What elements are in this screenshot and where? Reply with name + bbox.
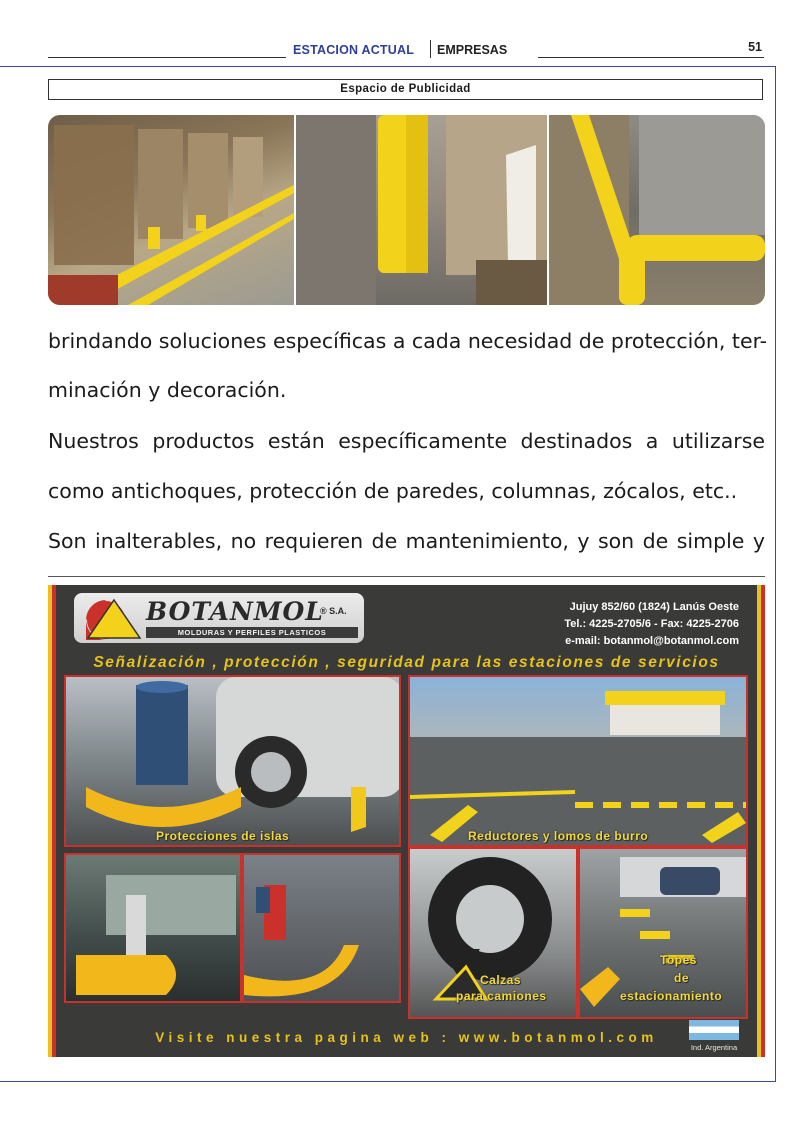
brand-tagline: MOLDURAS Y PERFILES PLASTICOS xyxy=(146,627,358,638)
contact-info xyxy=(564,599,739,650)
photo-corner-guard xyxy=(549,115,765,305)
label-truck-wedges-2: para camiones xyxy=(456,989,547,1003)
panel-island-curb xyxy=(242,853,401,1003)
brand-name: BOTANMOL xyxy=(146,597,324,626)
label-speed-reducers: Reductores y lomos de burro xyxy=(468,829,649,843)
paragraph-line: Nuestros productos están específicamente destinados a utilizarse xyxy=(48,429,765,453)
label-parking-stops-3: estacionamiento xyxy=(620,989,723,1003)
flag-icon xyxy=(689,1020,739,1040)
panel-speed-reducers xyxy=(408,675,748,847)
panel-truck-wedges xyxy=(408,847,578,1019)
subsection-title: EMPRESAS xyxy=(437,43,508,57)
logo-triangle-icon xyxy=(84,596,144,640)
panel-parking-stops xyxy=(578,847,748,1019)
photo-warehouse-aisle xyxy=(48,115,294,305)
header-rule-left xyxy=(48,57,286,58)
page-frame-bottom xyxy=(0,1081,776,1082)
paragraph-line: como antichoques, protección de paredes, columnas, zócalos, etc.. xyxy=(48,479,738,503)
page-frame-right xyxy=(775,66,776,1082)
label-parking-stops-1: Topes xyxy=(660,953,697,967)
argentina-flag xyxy=(683,1020,745,1052)
page-frame-top xyxy=(0,66,776,67)
product-photo-strip xyxy=(48,115,765,305)
ad-slogan: Señalización , protección , seguridad para las estaciones de servicios xyxy=(93,654,720,671)
header-rule-right xyxy=(538,57,764,58)
publicity-label: Espacio de Publicidad xyxy=(48,79,763,100)
label-island-protection: Protecciones de islas xyxy=(156,829,290,843)
panel-station-island xyxy=(64,853,242,1003)
ad-divider xyxy=(48,576,765,577)
paragraph-line: brindando soluciones específicas a cada necesidad de protección, ter- xyxy=(48,329,768,353)
contact-address: Jujuy 852/60 (1824) Lanús Oeste xyxy=(569,601,739,613)
photo-column-protector xyxy=(296,115,547,305)
paragraph-line: Son inalterables, no requieren de mantenimiento, y son de simple y xyxy=(48,529,765,553)
label-truck-wedges-1: Calzas xyxy=(480,973,522,987)
label-parking-stops-2: de xyxy=(674,971,690,985)
brand-suffix: ® S.A. xyxy=(320,606,347,616)
panel-island-protection xyxy=(64,675,401,847)
header-separator xyxy=(430,40,431,58)
ad-website: Visite nuestra pagina web : www.botanmol.com xyxy=(155,1030,658,1045)
contact-email: e-mail: botanmol@botanmol.com xyxy=(565,635,739,647)
origin-label: Ind. Argentina xyxy=(690,1043,738,1052)
section-title: ESTACION ACTUAL xyxy=(293,43,415,57)
brand-logo xyxy=(74,593,364,643)
contact-phone: Tel.: 4225-2705/6 - Fax: 4225-2706 xyxy=(564,618,739,630)
page-header xyxy=(48,38,764,60)
botanmol-advertisement xyxy=(48,585,765,1057)
paragraph-line: minación y decoración. xyxy=(48,378,287,402)
page-number: 51 xyxy=(748,40,762,54)
